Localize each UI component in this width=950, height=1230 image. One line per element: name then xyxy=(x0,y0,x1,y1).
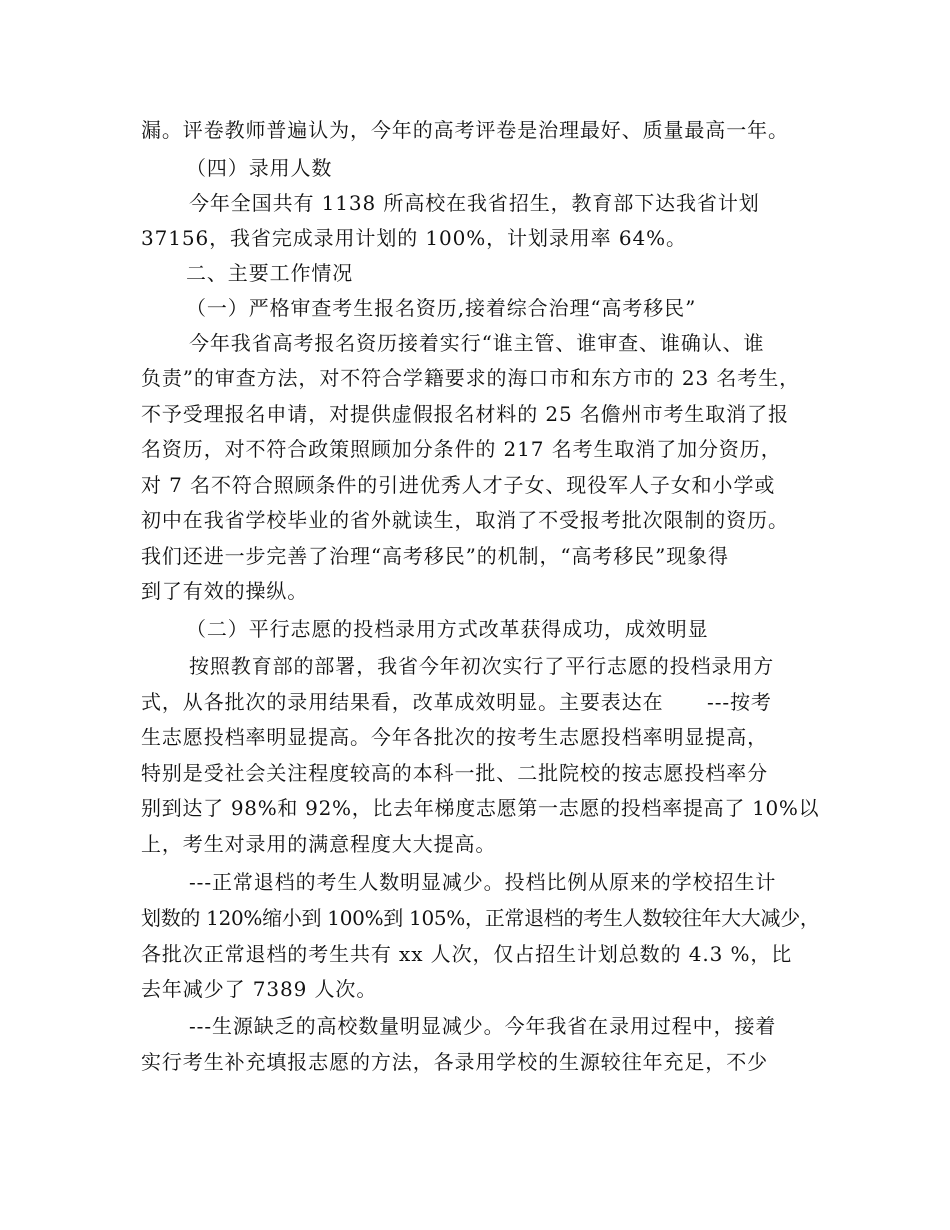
text-line: 特别是受社会关注程度较高的本科一批、二批院校的按志愿投档率分 xyxy=(141,761,768,785)
text-line: 生志愿投档率明显提高。今年各批次的按考生志愿投档率明显提高， xyxy=(141,725,768,749)
text-line: 去年减少了 7389 人次。 xyxy=(141,977,378,1001)
text-line: 别到达了 98%和 92%，比去年梯度志愿第一志愿的投档率提高了 10%以 xyxy=(141,796,820,820)
text-line: 上，考生对录用的满意程度大大提高。 xyxy=(141,832,497,856)
text-line: 按照教育部的部署，我省今年初次实行了平行志愿的投档录用方 xyxy=(189,654,775,678)
text-line: 不予受理报名申请，对提供虚假报名材料的 25 名儋州市考生取消了报 xyxy=(141,402,789,426)
section-heading: （一）严格审查考生报名资历,接着综合治理“高考移民” xyxy=(186,296,697,320)
text-line: 初中在我省学校毕业的省外就读生，取消了不受报考批次限制的资历。 xyxy=(141,508,789,532)
text-line: 名资历，对不符合政策照顾加分条件的 217 名考生取消了加分资历， xyxy=(141,437,782,461)
text-line: 37156，我省完成录用计划的 100%，计划录用率 64%。 xyxy=(141,226,687,250)
section-heading: （四）录用人数 xyxy=(186,156,333,180)
text-line: 我们还进一步完善了治理“高考移民”的机制，“高考移民”现象得 xyxy=(141,544,729,568)
text-line: 对 7 名不符合照顾条件的引进优秀人才子女、现役军人子女和小学或 xyxy=(141,473,776,497)
text-line: 漏。评卷教师普遍认为，今年的高考评卷是治理最好、质量最高一年。 xyxy=(141,118,789,142)
section-heading: （二）平行志愿的投档录用方式改革获得成功，成效明显 xyxy=(186,617,709,641)
section-heading: 二、主要工作情况 xyxy=(186,261,354,285)
text-line: 各批次正常退档的考生共有 xx 人次，仅占招生计划总数的 4.3 %，比 xyxy=(141,942,793,966)
text-line: 划数的 120%缩小到 100%到 105%，正常退档的考生人数较往年大大减少， xyxy=(141,906,820,930)
text-line: ---生源缺乏的高校数量明显减少。今年我省在录用过程中，接着 xyxy=(189,1014,777,1038)
text-line: 到了有效的操纵。 xyxy=(141,579,309,603)
text-line: 负责”的审查方法，对不符合学籍要求的海口市和东方市的 23 名考生， xyxy=(141,366,800,390)
text-line: ---正常退档的考生人数明显减少。投档比例从原来的学校招生计 xyxy=(189,870,777,894)
text-line: 今年全国共有 1138 所高校在我省招生，教育部下达我省计划 xyxy=(189,191,760,215)
text-line: 今年我省高考报名资历接着实行“谁主管、谁审查、谁确认、谁 xyxy=(189,331,765,355)
text-line: 实行考生补充填报志愿的方法，各录用学校的生源较往年充足，不少 xyxy=(141,1050,768,1074)
text-line: 式，从各批次的录用结果看，改革成效明显。主要表达在 ---按考 xyxy=(141,690,772,714)
